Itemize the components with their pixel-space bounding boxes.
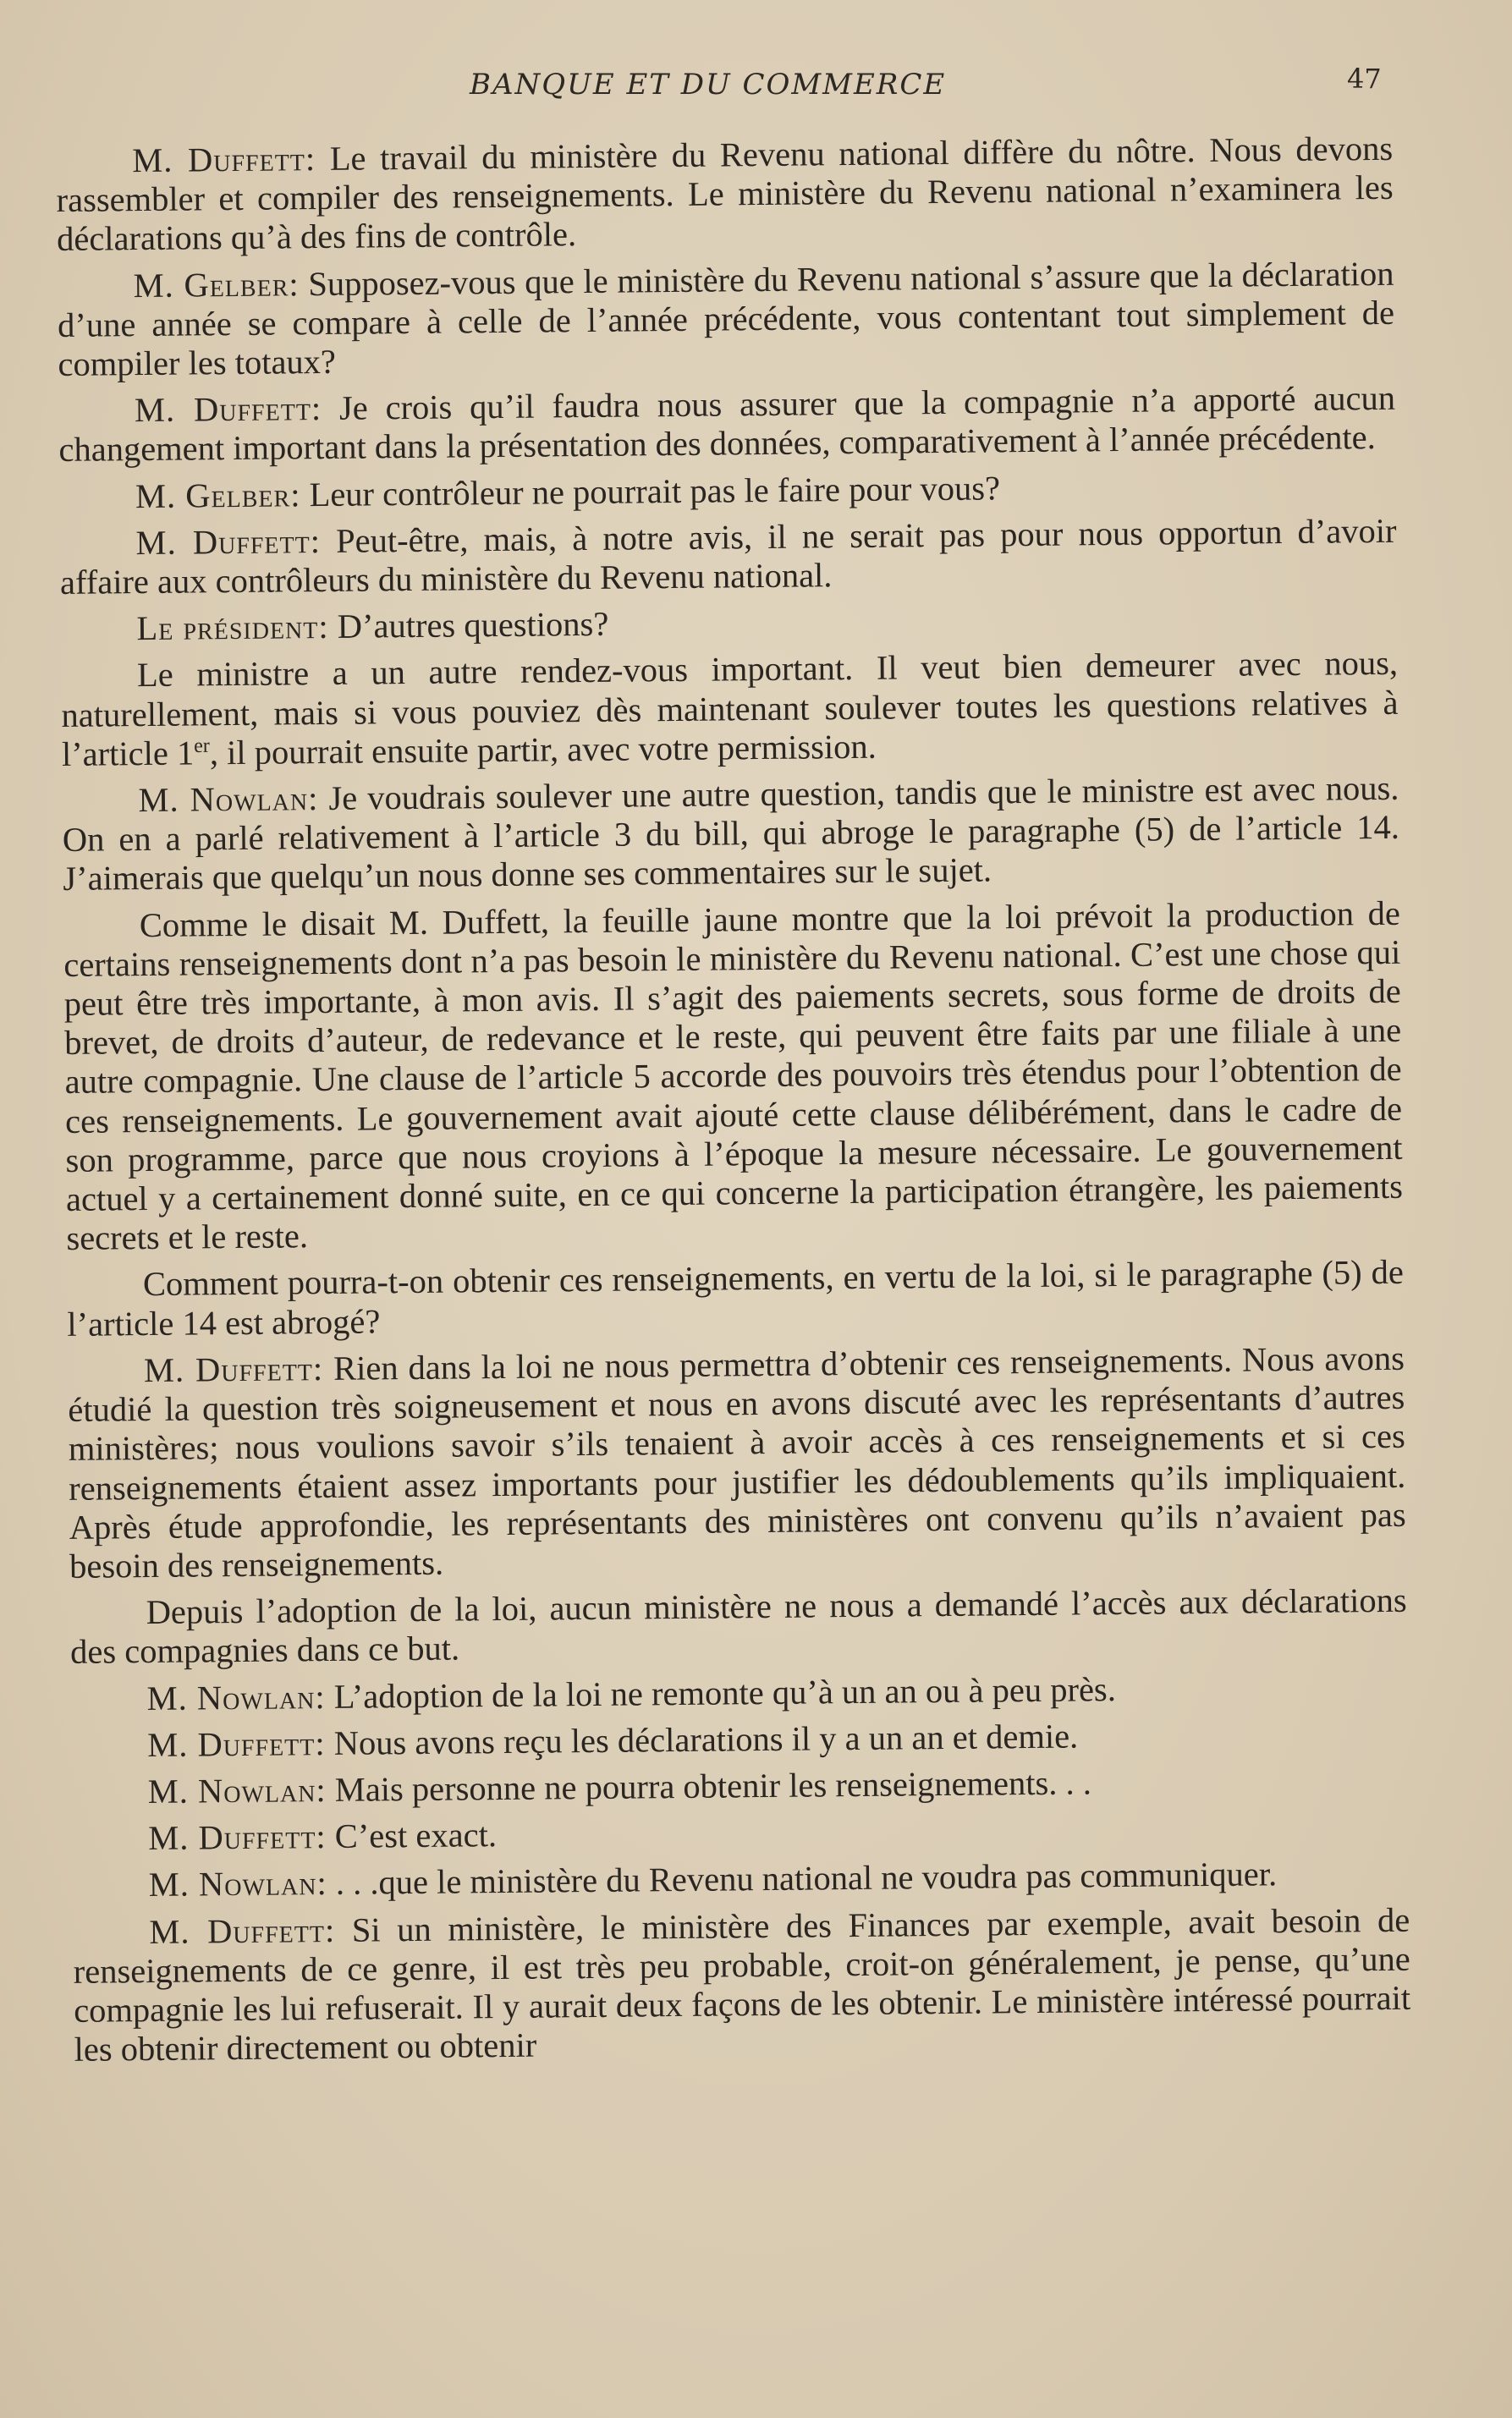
paragraph-text: Comme le disait M. Duffett, la feuille jaune montre que la loi prévoit la production de certains renseignements dont n’a pas besoin le ministère du Revenu national. C’est une chose qui peut être très importante, à mon avis. Il s’agit des paiements secrets, sous forme de droits de brevet, de droits d’auteur, de redevance et le reste, qui peuvent être faits par une filiale à une autre compagnie. Une clause de l’article 5 accorde des pouvoirs très étendus pour l’obtention de ces renseignements. Le gouvernement avait ajouté cette clause délibérément, dans le cadre de son programme, parce que nous croyions à l’époque la mesure nécessaire. Le gouvernement actuel y a certainement donné suite, en ce qui concerne la participation étrangère, les paiements secrets et le reste.	[63, 893, 1404, 1258]
speaker-name: M. Nowlan:	[148, 1864, 327, 1904]
paragraph-text: Nous avons reçu les déclarations il y a un an et demie.	[325, 1717, 1079, 1762]
paragraph-text: Je crois qu’il faudra nous assurer que la compagnie n’a apporté aucun changement important dans la présentation des données, comparativement à l’année précédente.	[58, 379, 1396, 470]
paragraph-text: Mais personne ne pourra obtenir les renseignements. . .	[326, 1763, 1092, 1809]
paragraph-text: Je voudrais soulever une autre question, tandis que le ministre est avec nous. On en a parlé relativement à l’article 3 du bill, qui abroge le paragraphe (5) de l’article 14. J’aimerais que quelqu’un nous donne ses commentaires sur le sujet.	[62, 768, 1400, 899]
paragraph	[67, 1253, 1405, 1344]
paragraph-text: Si un ministère, le ministère des Finances par exemple, avait besoin de renseignements de ce genre, il est très peu probable, croit-on généralement, je pense, qu’une compagnie les lui refuserait. Il y aurait deux façons de les obtenir. Le ministère intéressé pourrait les obtenir directement ou obtenir	[73, 1900, 1411, 2069]
speaker-name: M. Gelber:	[135, 475, 301, 515]
paragraph	[59, 512, 1397, 603]
speaker-name: M. Duffett:	[135, 521, 322, 562]
paragraph-text-continued: , il pourrait ensuite partir, avec votre permission.	[209, 727, 877, 772]
page-number: 47	[1347, 63, 1382, 95]
paragraph	[61, 644, 1399, 774]
paragraph-text: Leur contrôleur ne pourrait pas le faire pour vous?	[300, 468, 1001, 514]
paragraph	[63, 893, 1404, 1258]
speaker-name: Le président:	[136, 607, 329, 648]
paragraph-text: Peut-être, mais, à notre avis, il ne serait pas pour nous opportun d’avoir affaire aux contrôleurs du ministère du Revenu national.	[59, 511, 1397, 602]
paragraph	[72, 1761, 1409, 1812]
paragraph-text: Comment pourra-t-on obtenir ces renseignements, en vertu de la loi, si le paragraphe (5) de l’article 14 est abrogé?	[67, 1253, 1405, 1344]
paragraph-text: D’autres questions?	[328, 604, 609, 646]
speaker-name: M. Duffett:	[149, 1910, 336, 1951]
speaker-name: M. Duffett:	[146, 1723, 326, 1764]
paragraph	[68, 1339, 1407, 1586]
running-title: BANQUE ET DU COMMERCE	[470, 68, 947, 102]
body-text	[56, 129, 1411, 2077]
paragraph-text: Le ministre a un autre rendez-vous important. Il veut bien demeurer avec nous, naturellement, mais si vous pouviez dès maintenant soulever toutes les questions relatives à l’article 1	[61, 644, 1399, 773]
speaker-name: M. Nowlan:	[138, 779, 319, 820]
paragraph	[72, 1807, 1409, 1859]
paragraph	[62, 769, 1399, 899]
superscript: er	[194, 734, 210, 757]
paragraph	[73, 1854, 1410, 1905]
paragraph-text: Supposez-vous que le ministère du Revenu national s’assure que la déclaration d’une année se compare à celle de l’année précédente, vous contentant tout simplement de compiler les totaux?	[57, 254, 1395, 384]
paragraph	[58, 379, 1396, 470]
paragraph	[69, 1581, 1407, 1673]
paragraph-text: Rien dans la loi ne nous permettra d’obtenir ces renseignements. Nous avons étudié la question très soigneusement et nous en avons discuté avec les représentants d’autres ministères; nous voulions savoir s’ils tenaient à avoir accès à ces renseignements et si ces renseignements étaient assez importants pour justifier les dédoublements qu’ils impliquaient. Après étude approfondie, les représentants des ministères ont convenu qu’ils n’avaient pas besoin des renseignements.	[68, 1338, 1406, 1585]
paragraph	[60, 597, 1397, 649]
speaker-name: M. Gelber:	[133, 264, 300, 305]
speaker-name: M. Duffett:	[134, 389, 322, 430]
running-head	[0, 63, 1512, 110]
paragraph	[70, 1667, 1407, 1718]
paragraph-text: Depuis l’adoption de la loi, aucun ministère ne nous a demandé l’accès aux déclarations des compagnies dans ce but.	[69, 1580, 1407, 1672]
speaker-name: M. Duffett:	[131, 140, 316, 180]
paragraph-text: C’est exact.	[326, 1816, 498, 1856]
paragraph	[57, 254, 1394, 384]
speaker-name: M. Duffett:	[143, 1349, 324, 1389]
paragraph	[71, 1713, 1408, 1765]
paragraph-text: . . .que le ministère du Revenu national ne voudra pas communiquer.	[327, 1855, 1278, 1903]
speaker-name: M. Duffett:	[148, 1817, 327, 1858]
paragraph-text: L’adoption de la loi ne remonte qu’à un an ou à peu près.	[325, 1669, 1117, 1716]
paragraph	[73, 1900, 1411, 2069]
paragraph	[56, 129, 1394, 260]
speaker-name: M. Nowlan:	[146, 1677, 326, 1717]
paragraph-text: Le travail du ministère du Revenu national diffère du nôtre. Nous devons rassembler et compiler des renseignements. Le ministère du Revenu national n’examinera les déclarations qu’à des fins de contrôle.	[56, 129, 1394, 259]
speaker-name: M. Nowlan:	[147, 1770, 327, 1811]
paragraph	[59, 464, 1396, 516]
